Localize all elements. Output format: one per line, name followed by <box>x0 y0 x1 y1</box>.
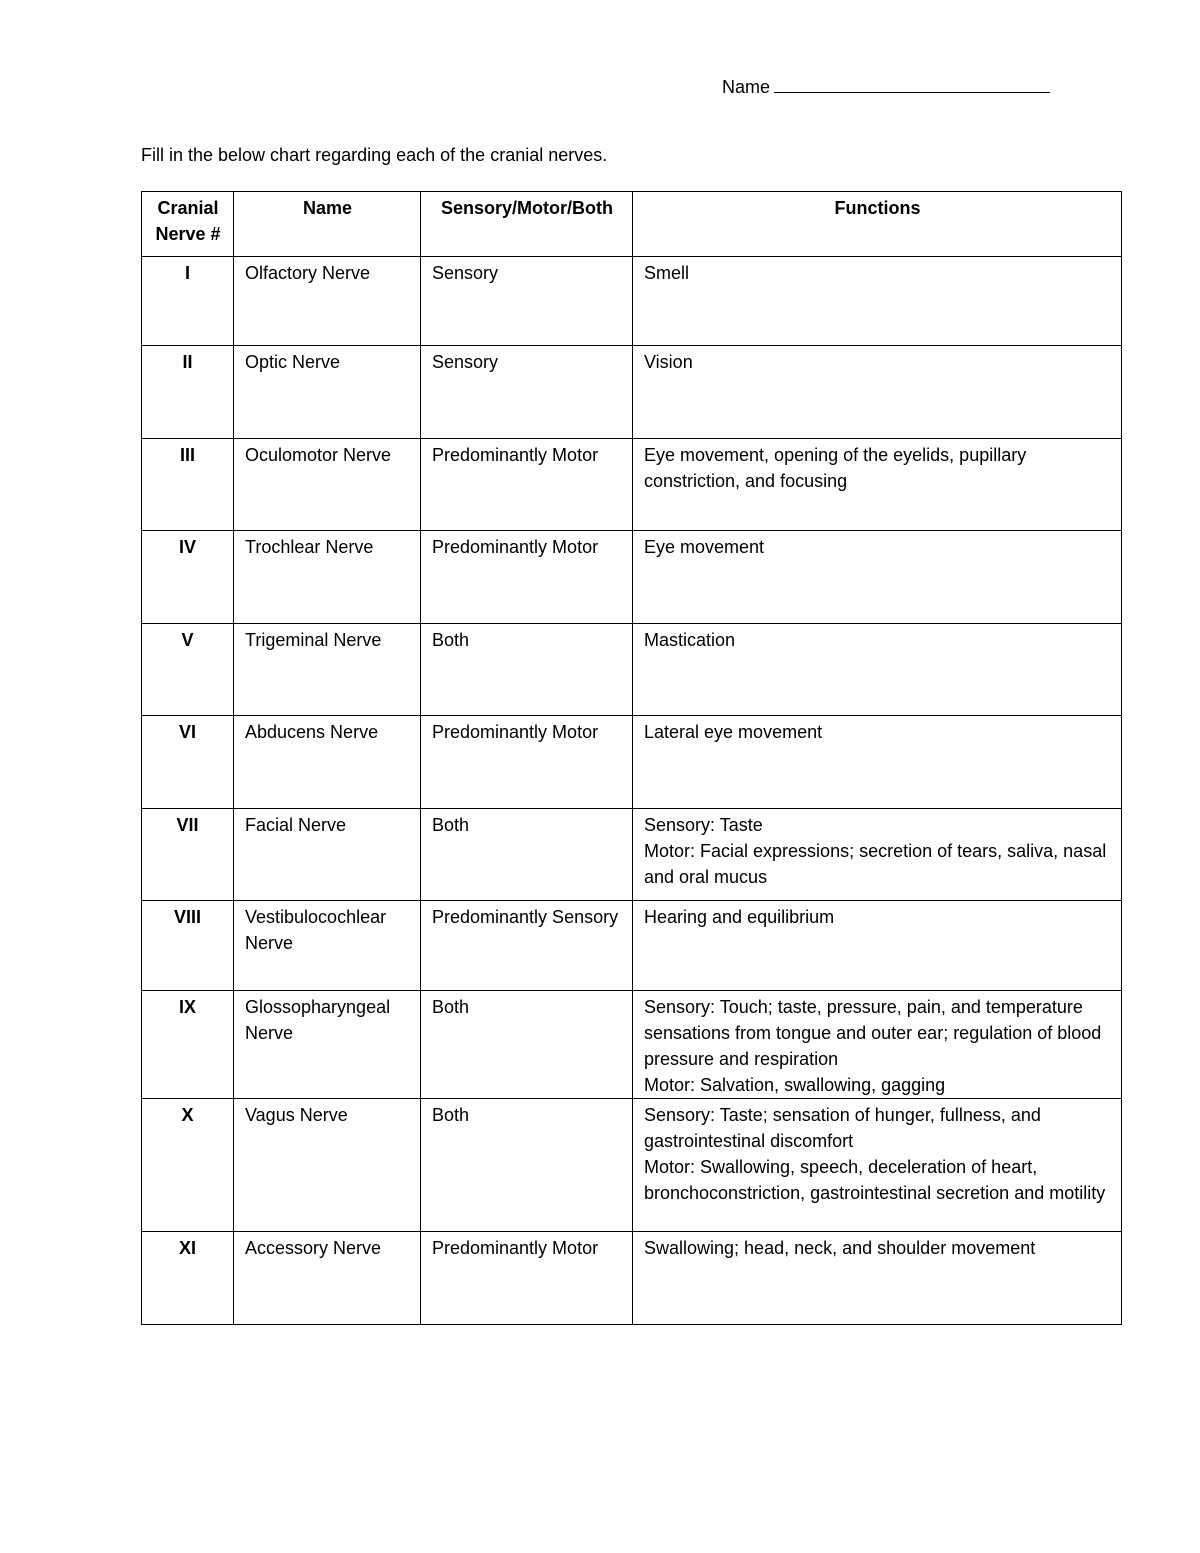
function-line: Motor: Salvation, swallowing, gagging <box>644 1075 946 1095</box>
nerve-name-cell: Abducens Nerve <box>234 716 421 809</box>
function-line: Hearing and equilibrium <box>644 907 835 927</box>
nerve-functions-cell <box>633 716 1122 809</box>
nerve-type-cell: Predominantly Motor <box>421 1232 633 1325</box>
nerve-name-cell: Optic Nerve <box>234 346 421 439</box>
nerve-functions-cell <box>633 257 1122 346</box>
table-row <box>142 991 1122 1099</box>
nerve-type-cell: Both <box>421 1099 633 1232</box>
function-line: Vision <box>644 352 693 372</box>
column-header-name: Name <box>234 192 421 257</box>
table-row <box>142 1099 1122 1232</box>
nerve-number-cell: VII <box>142 809 234 901</box>
nerve-number-cell: II <box>142 346 234 439</box>
nerve-number-cell: IV <box>142 531 234 624</box>
nerve-number-cell: VIII <box>142 901 234 991</box>
nerve-functions-cell <box>633 809 1122 901</box>
nerve-number-cell: I <box>142 257 234 346</box>
name-blank-line[interactable] <box>774 74 1050 93</box>
nerve-type-cell: Both <box>421 809 633 901</box>
nerve-name-cell: Facial Nerve <box>234 809 421 901</box>
table-header-row <box>142 192 1122 257</box>
nerve-number-cell: VI <box>142 716 234 809</box>
function-line: Eye movement <box>644 537 765 557</box>
nerve-type-cell: Predominantly Motor <box>421 439 633 531</box>
column-header-number: Cranial Nerve # <box>142 192 234 257</box>
function-line: Swallowing; head, neck, and shoulder movement <box>644 1238 1036 1258</box>
nerve-functions-cell <box>633 1232 1122 1325</box>
nerve-type-cell: Predominantly Motor <box>421 531 633 624</box>
table-row <box>142 531 1122 624</box>
nerve-type-cell: Sensory <box>421 257 633 346</box>
nerve-name-cell: Glossopharyngeal Nerve <box>234 991 421 1099</box>
nerve-name-cell: Accessory Nerve <box>234 1232 421 1325</box>
table-row <box>142 1232 1122 1325</box>
nerve-name-cell: Oculomotor Nerve <box>234 439 421 531</box>
nerve-type-cell: Both <box>421 624 633 716</box>
function-line: Motor: Facial expressions; secretion of tears, saliva, nasal and oral mucus <box>644 841 1107 887</box>
column-header-functions: Functions <box>633 192 1122 257</box>
nerve-type-cell: Sensory <box>421 346 633 439</box>
name-field <box>722 74 1050 98</box>
nerve-name-cell: Trochlear Nerve <box>234 531 421 624</box>
table-row <box>142 716 1122 809</box>
nerve-functions-cell <box>633 901 1122 991</box>
function-line: Sensory: Taste <box>644 815 763 835</box>
nerve-name-cell: Vestibulocochlear Nerve <box>234 901 421 991</box>
cranial-nerves-table <box>141 191 1122 1325</box>
nerve-functions-cell <box>633 1099 1122 1232</box>
nerve-name-cell: Trigeminal Nerve <box>234 624 421 716</box>
table-row <box>142 624 1122 716</box>
table-row <box>142 809 1122 901</box>
nerve-number-cell: XI <box>142 1232 234 1325</box>
nerve-number-cell: V <box>142 624 234 716</box>
nerve-number-cell: IX <box>142 991 234 1099</box>
nerve-name-cell: Vagus Nerve <box>234 1099 421 1232</box>
table-row <box>142 439 1122 531</box>
nerve-type-cell: Both <box>421 991 633 1099</box>
function-line: Mastication <box>644 630 736 650</box>
column-header-type: Sensory/Motor/Both <box>421 192 633 257</box>
nerve-number-cell: X <box>142 1099 234 1232</box>
nerve-functions-cell <box>633 439 1122 531</box>
function-line: Sensory: Taste; sensation of hunger, fullness, and gastrointestinal discomfort <box>644 1105 1041 1151</box>
nerve-functions-cell <box>633 624 1122 716</box>
function-line: Lateral eye movement <box>644 722 823 742</box>
nerve-type-cell: Predominantly Motor <box>421 716 633 809</box>
nerve-type-cell: Predominantly Sensory <box>421 901 633 991</box>
function-line: Motor: Swallowing, speech, deceleration of heart, bronchoconstriction, gastrointestinal secretion and motility <box>644 1157 1106 1203</box>
nerve-functions-cell <box>633 346 1122 439</box>
nerve-functions-cell <box>633 531 1122 624</box>
function-line: Sensory: Touch; taste, pressure, pain, and temperature sensations from tongue and outer ear; regulation of blood pressure and respiration <box>644 997 1102 1069</box>
table-row <box>142 257 1122 346</box>
table-row <box>142 901 1122 991</box>
nerve-functions-cell <box>633 991 1122 1099</box>
instructions-text: Fill in the below chart regarding each of the cranial nerves. <box>141 145 608 165</box>
function-line: Eye movement, opening of the eyelids, pupillary constriction, and focusing <box>644 445 1027 491</box>
table-row <box>142 346 1122 439</box>
name-label: Name <box>722 77 771 97</box>
nerve-number-cell: III <box>142 439 234 531</box>
table-body <box>142 257 1122 1325</box>
function-line: Smell <box>644 263 690 283</box>
nerve-name-cell: Olfactory Nerve <box>234 257 421 346</box>
